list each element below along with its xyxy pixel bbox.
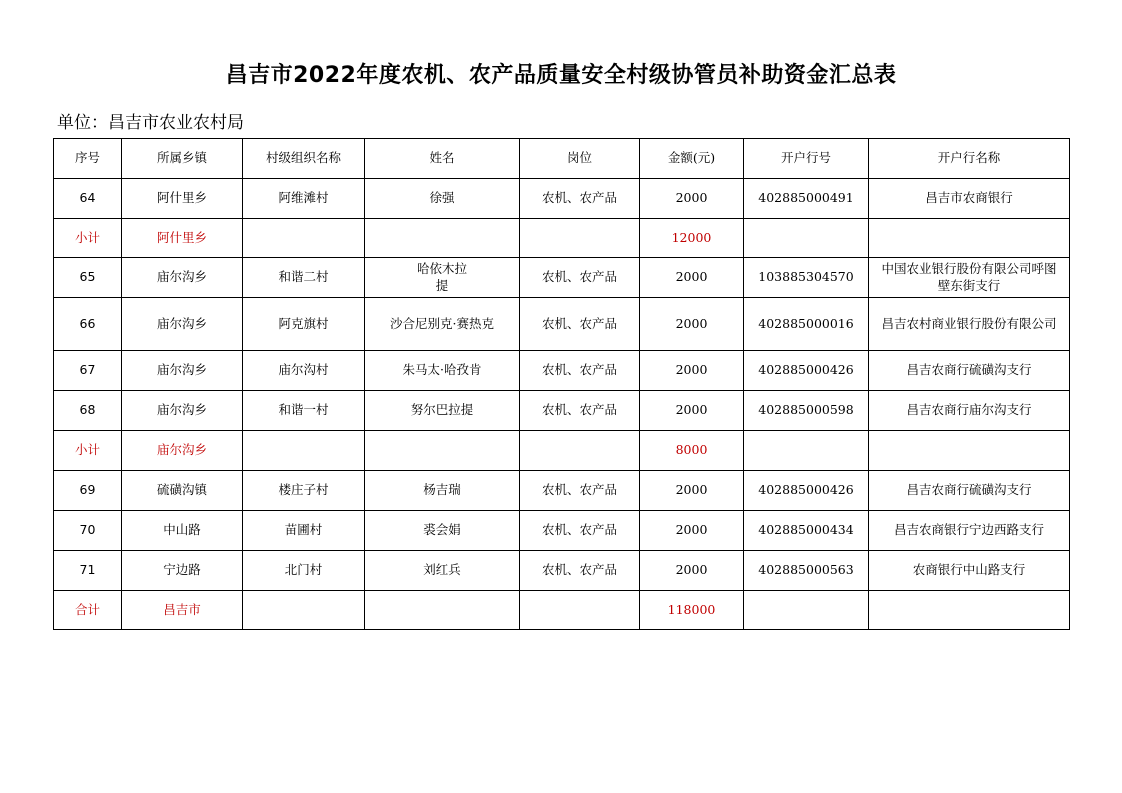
- cell-no: 67: [54, 351, 122, 391]
- cell-bank-no: 402885000016: [744, 298, 869, 351]
- table-row: [54, 351, 1070, 391]
- header-cell-village: 村级组织名称: [243, 139, 365, 179]
- cell-name: [365, 258, 520, 298]
- cell-bank-no: 402885000563: [744, 551, 869, 591]
- cell-town: 阿什里乡: [122, 219, 243, 258]
- cell-amount: 12000: [640, 219, 744, 258]
- cell-village: [243, 431, 365, 471]
- cell-bank-name: [869, 591, 1070, 630]
- cell-bank-no: 402885000426: [744, 351, 869, 391]
- cell-bank-name: 昌吉农村商业银行股份有限公司: [869, 298, 1070, 351]
- cell-post: 农机、农产品: [520, 471, 640, 511]
- subtotal-row: [54, 219, 1070, 258]
- cell-name: 裘会娟: [365, 511, 520, 551]
- cell-post: 农机、农产品: [520, 351, 640, 391]
- cell-post: [520, 431, 640, 471]
- cell-name: [365, 219, 520, 258]
- cell-village: 阿克旗村: [243, 298, 365, 351]
- cell-town: 阿什里乡: [122, 179, 243, 219]
- cell-no: 70: [54, 511, 122, 551]
- cell-no: 66: [54, 298, 122, 351]
- cell-amount: 2000: [640, 471, 744, 511]
- cell-amount: 2000: [640, 511, 744, 551]
- summary-table: [53, 138, 1070, 630]
- cell-post: 农机、农产品: [520, 179, 640, 219]
- cell-town: 庙尔沟乡: [122, 351, 243, 391]
- cell-town: 宁边路: [122, 551, 243, 591]
- cell-no: 小计: [54, 431, 122, 471]
- cell-bank-name-line-1: 中国农业银行股份有限公司呼图: [881, 261, 1057, 277]
- table-row: [54, 298, 1070, 351]
- cell-amount: 2000: [640, 298, 744, 351]
- cell-town: 庙尔沟乡: [122, 431, 243, 471]
- cell-bank-name: 农商银行中山路支行: [869, 551, 1070, 591]
- cell-amount: 2000: [640, 179, 744, 219]
- cell-town: 硫磺沟镇: [122, 471, 243, 511]
- cell-village: 楼庄子村: [243, 471, 365, 511]
- cell-bank-no: [744, 591, 869, 630]
- unit-label: 单位：昌吉市农业农村局: [57, 113, 244, 133]
- cell-name: 努尔巴拉提: [365, 391, 520, 431]
- header-cell-amount: 金额(元): [640, 139, 744, 179]
- cell-town: 庙尔沟乡: [122, 298, 243, 351]
- header-cell-bank-name: 开户行名称: [869, 139, 1070, 179]
- cell-name: 徐强: [365, 179, 520, 219]
- cell-no: 小计: [54, 219, 122, 258]
- cell-town: 庙尔沟乡: [122, 258, 243, 298]
- table-row: [54, 471, 1070, 511]
- cell-name: 朱马太·哈孜肯: [365, 351, 520, 391]
- table-row: [54, 391, 1070, 431]
- header-cell-post: 岗位: [520, 139, 640, 179]
- cell-village: 和谐一村: [243, 391, 365, 431]
- cell-name-line-1: 哈依木拉: [416, 261, 467, 277]
- cell-name: 沙合尼别克·赛热克: [365, 298, 520, 351]
- table-row: [54, 551, 1070, 591]
- cell-post: 农机、农产品: [520, 258, 640, 298]
- cell-amount: 118000: [640, 591, 744, 630]
- cell-bank-no: 103885304570: [744, 258, 869, 298]
- cell-no: 69: [54, 471, 122, 511]
- page-title: 昌吉市2022年度农机、农产品质量安全村级协管员补助资金汇总表: [225, 63, 897, 88]
- cell-name: [365, 431, 520, 471]
- header-cell-bank-no: 开户行号: [744, 139, 869, 179]
- cell-name: 杨吉瑞: [365, 471, 520, 511]
- cell-amount: 8000: [640, 431, 744, 471]
- cell-village: [243, 219, 365, 258]
- cell-village: 和谐二村: [243, 258, 365, 298]
- cell-bank-no: 402885000434: [744, 511, 869, 551]
- cell-bank-name: 昌吉市农商银行: [869, 179, 1070, 219]
- cell-bank-name: 昌吉农商银行宁边西路支行: [869, 511, 1070, 551]
- table-row: [54, 258, 1070, 298]
- cell-bank-name: 昌吉农商行硫磺沟支行: [869, 351, 1070, 391]
- cell-town: 中山路: [122, 511, 243, 551]
- cell-post: 农机、农产品: [520, 511, 640, 551]
- cell-bank-no: 402885000491: [744, 179, 869, 219]
- header-cell-town: 所属乡镇: [122, 139, 243, 179]
- cell-village: 阿维滩村: [243, 179, 365, 219]
- cell-bank-name: [869, 431, 1070, 471]
- cell-village: 庙尔沟村: [243, 351, 365, 391]
- cell-amount: 2000: [640, 391, 744, 431]
- cell-post: [520, 219, 640, 258]
- cell-name: [365, 591, 520, 630]
- cell-village: [243, 591, 365, 630]
- cell-post: 农机、农产品: [520, 551, 640, 591]
- cell-bank-no: 402885000598: [744, 391, 869, 431]
- cell-bank-no: 402885000426: [744, 471, 869, 511]
- cell-village: 苗圃村: [243, 511, 365, 551]
- cell-bank-name: 昌吉农商行庙尔沟支行: [869, 391, 1070, 431]
- cell-no: 68: [54, 391, 122, 431]
- subtotal-row: [54, 431, 1070, 471]
- cell-village: 北门村: [243, 551, 365, 591]
- cell-bank-name: [869, 258, 1070, 298]
- cell-no: 64: [54, 179, 122, 219]
- cell-post: [520, 591, 640, 630]
- cell-amount: 2000: [640, 551, 744, 591]
- cell-bank-no: [744, 219, 869, 258]
- header-cell-name: 姓名: [365, 139, 520, 179]
- cell-town: 庙尔沟乡: [122, 391, 243, 431]
- cell-town: 昌吉市: [122, 591, 243, 630]
- cell-bank-name: [869, 219, 1070, 258]
- table-row: [54, 179, 1070, 219]
- cell-name-line-2: 提: [435, 277, 449, 293]
- cell-no: 71: [54, 551, 122, 591]
- header-row: [54, 139, 1070, 179]
- cell-post: 农机、农产品: [520, 298, 640, 351]
- header-cell-no: 序号: [54, 139, 122, 179]
- cell-bank-no: [744, 431, 869, 471]
- cell-name: 刘红兵: [365, 551, 520, 591]
- cell-amount: 2000: [640, 258, 744, 298]
- cell-bank-name: 昌吉农商行硫磺沟支行: [869, 471, 1070, 511]
- cell-no: 合计: [54, 591, 122, 630]
- total-row: [54, 591, 1070, 630]
- cell-bank-name-line-2: 壁东街支行: [937, 277, 1001, 293]
- table-row: [54, 511, 1070, 551]
- cell-amount: 2000: [640, 351, 744, 391]
- cell-post: 农机、农产品: [520, 391, 640, 431]
- cell-no: 65: [54, 258, 122, 298]
